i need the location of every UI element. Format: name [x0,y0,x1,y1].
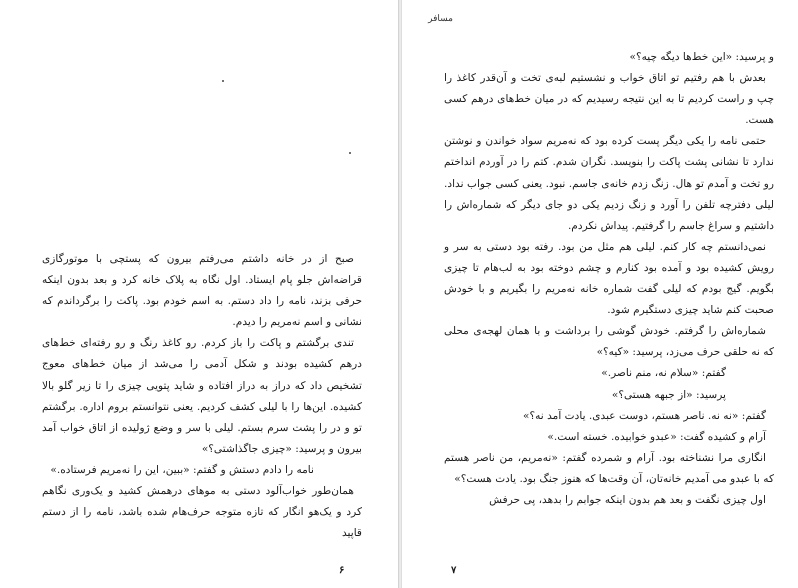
page-number: ۶ [339,565,345,576]
paragraph: اول چیزی نگفت و بعد هم بدون اینکه جوابم را بدهد، پی حرفش [489,493,766,506]
page-number: ۷ [451,565,457,576]
dialogue-line: پرسید: «از جبهه هستی؟» [611,388,726,401]
paragraph: انگاری مرا نشناخته بود. آرام و شمرده گفتم: «نه‌مریم، من ناصر هستم که با عبدو می آمدیم خانه‌تان، آن وقت‌ها که هنوز جنگ بود. یادت هست؟» [444,451,774,485]
running-head: مسافر [428,14,453,24]
paragraph: نامه را دادم دستش و گفتم: «ببین، این را نه‌مریم فرستاده.» [50,463,314,476]
speck-mark [349,152,351,154]
paragraph: و پرسید: «این خط‌ها دیگه چیه؟» [629,51,774,63]
paragraph: همان‌طور خواب‌آلود دستی به موهای درهمش کشید و یک‌وری نگاهم کرد و یک‌هو انگار که تازه متوجه حرف‌هام شده باشد، نامه را از دستم قاپید [42,485,362,540]
speck-mark [222,80,224,82]
paragraph: صبح از در خانه داشتم می‌رفتم بیرون که پستچی با موتورگازی قراضه‌اش جلو پام ایستاد. اول نگاه به پلاک خانه کرد و بعد بدون اینکه حرفی بزند، نامه را داد دستم. به اسم خودم بود. پاکت را برگرداندم که نشانی و اسم نه‌مریم را دیدم. [42,253,362,329]
right-page-body [444,47,774,511]
paragraph: حتمی نامه را یکی دیگر پست کرده بود که نه‌مریم سواد خواندن و نوشتن ندارد تا نشانی پشت پاکت را بنویسد. نگران شدم. کتم را در آوردم انداختم رو تخت و آمدم تو هال. زنگ زدم خانه‌ی جاسم. نبود. یعنی کسی جواب نداد. لیلی دفترچه تلفن را آورد و زنگ زدیم یکی دو جای دیگر که شماره‌اش را داشتیم و سراغ جاسم را گرفتیم. پیداش نکردم. [444,135,774,232]
dialogue-line: گفتم: «سلام نه، منم ناصر.» [601,367,726,380]
paragraph: بعدش با هم رفتیم تو اتاق خواب و نشستیم لبه‌ی تخت و آن‌قدر کاغذ را چپ و راست کردیم تا به این نتیجه رسیدیم که در میان خط‌های درهم کسی هست. [444,72,774,127]
paragraph: نمی‌دانستم چه کار کنم. لیلی هم مثل من بود. رفته بود دستی به سر و رویش کشیده بود و آمده بود کنارم و چشم دوخته بود به لب‌هام تا چیزی بگویم. گیج بودم که لیلی گفت شماره خانه نه‌مریم را بگیریم و با خودش صحبت کنم شاید چیزی دستگیرم شود. [444,240,774,317]
dialogue-line: گفتم: «نه نه. ناصر هستم، دوست عبدی. یادت آمد نه؟» [523,409,766,422]
dialogue-line: آرام و کشیده گفت: «عبدو خوابیده. خسته است.» [547,430,766,443]
paragraph: شماره‌اش را گرفتم. خودش گوشی را برداشت و با همان لهجه‌ی محلی که نه حلقی حرف می‌زد، پرسید: «کیه؟» [444,325,774,359]
left-page [0,0,398,588]
paragraph: تندی برگشتم و پاکت را باز کردم. رو کاغذ رنگ و رو رفته‌ای خط‌های درهم کشیده بودند و شکل آدمی را می‌شد از میان خط‌های معوج تشخیص داد که دراز به دراز افتاده و شاید پتویی چیزی را تا زیر گلو بالا کشیده. این‌ها را با لیلی کشف کردیم. یعنی نتوانستم بروم اداره. برگشتم تو و در را پشت سرم بستم. لیلی با سر و وضع ژولیده از اتاق خواب آمد بیرون و پرسید: «چیزی جاگذاشتی؟» [42,337,362,455]
left-page-body [42,249,362,544]
right-page [402,0,798,588]
